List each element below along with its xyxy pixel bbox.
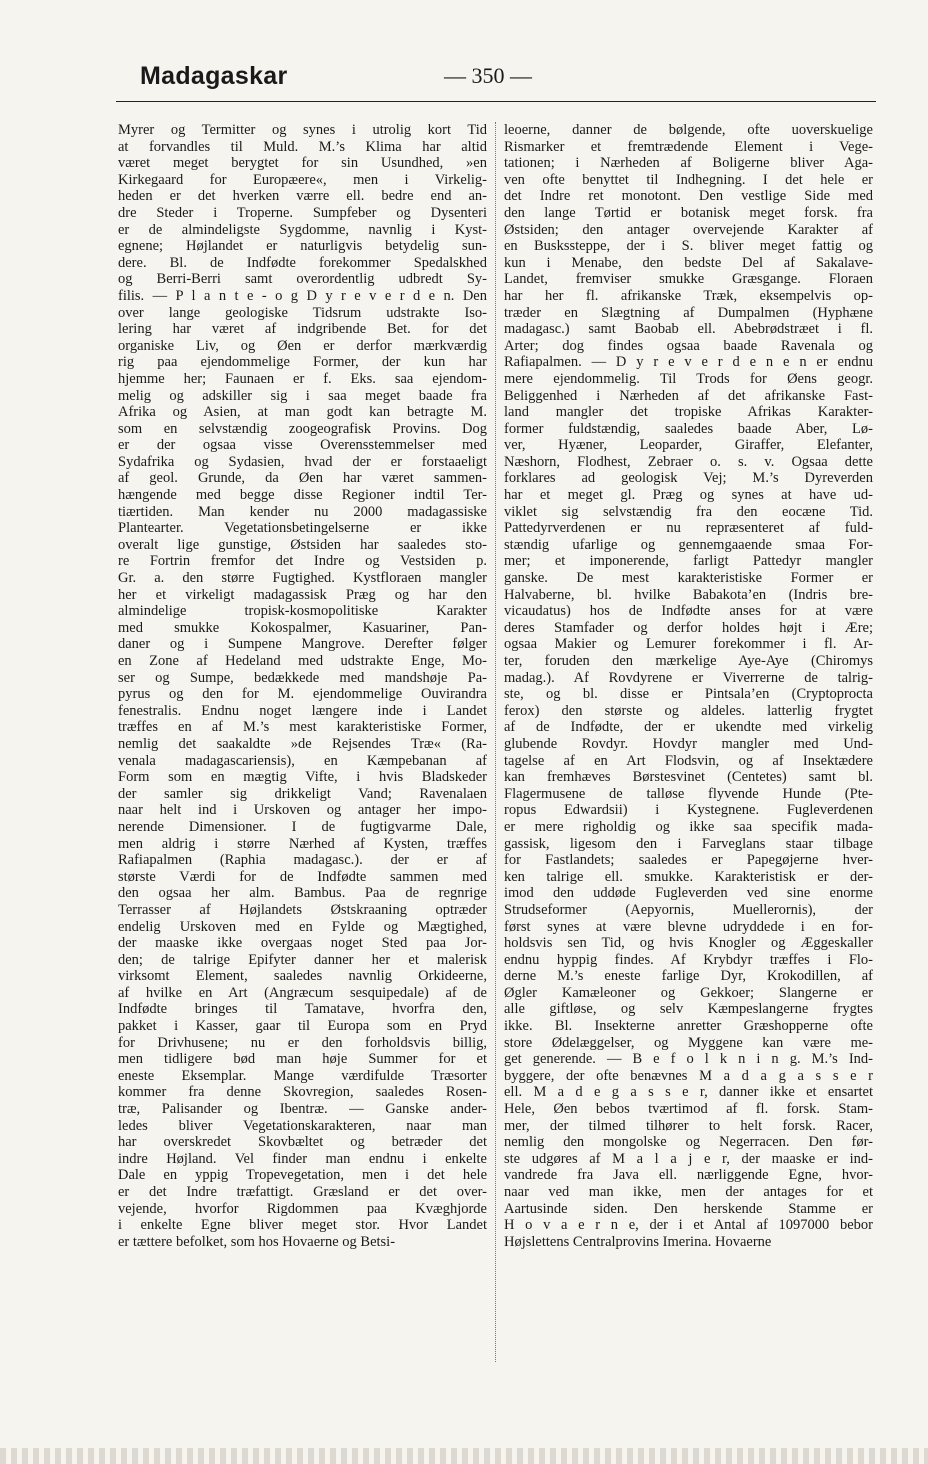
text-line: af de Indfødte, der er ukendte med virkelig bbox=[504, 719, 873, 736]
running-headword: Madagaskar bbox=[140, 62, 288, 90]
text-line: Halvaberne, bl. hvilke Babakota’en (Indris bre- bbox=[504, 586, 873, 603]
text-line: re Fortrin fremfor det Indre og Vestsiden p. bbox=[118, 553, 487, 570]
text-line: er tættere befolket, som hos Hovaerne og Betsi- bbox=[118, 1233, 396, 1250]
text-line: eneste Eksemplar. Mange værdifulde Træsorter bbox=[118, 1067, 487, 1084]
text-line: ven ofte benyttet til Indhegning. I det hele er bbox=[504, 171, 873, 188]
text-line: over lange geologiske Tidsrum udstrakte Iso- bbox=[118, 304, 487, 321]
text-line: ledes bliver Vegetationskarakteren, naar man bbox=[118, 1117, 487, 1134]
text-line: her et virkeligt madagassisk Præg og har den bbox=[118, 586, 487, 603]
text-line: melig og adskiller sig i saa meget baade fra bbox=[118, 387, 487, 404]
text-line: Indfødte bringes til Tamatave, hvorfra den, bbox=[118, 1001, 487, 1018]
text-line: Gr. a. den større Fugtighed. Kystfloraen mangler bbox=[118, 570, 487, 587]
text-line: egnene; Højlandet er naturligvis betydelig sun- bbox=[118, 238, 487, 255]
text-line: gassisk, ligesom den i Farveglans staar tilbage bbox=[504, 835, 873, 852]
text-line: nemlig den mongolske og Negerracen. Den før- bbox=[504, 1134, 873, 1151]
text-line: dre Steder i Troperne. Sumpfeber og Dysenteri bbox=[118, 204, 487, 221]
text-line: H o v a e r n e, der i et Antal af 1097000 bebor bbox=[504, 1217, 873, 1234]
text-line: er det Indre træfattigt. Græsland er det over- bbox=[118, 1184, 487, 1200]
text-line: vejende, hvorfor Rigdommen paa Kvæghjorde bbox=[118, 1200, 487, 1217]
text-line: Arter; dog findes ogsaa baade Ravenala og bbox=[504, 337, 873, 354]
text-line: Form som en mægtig Vifte, i hvis Bladskeder bbox=[118, 769, 487, 786]
text-line: byggere, der ofte benævnes M a d a g a s s e r bbox=[504, 1067, 873, 1084]
text-line: først synes at være blevne udryddede i en for- bbox=[504, 918, 873, 935]
text-line: vicaudatus) hos de Indfødte anses for at være bbox=[504, 603, 873, 620]
text-line: naar helt ind i Urskoven og antager her impo- bbox=[118, 802, 487, 819]
text-line: men tidligere bød man høje Summer for et bbox=[118, 1051, 487, 1068]
right-column bbox=[504, 122, 873, 1372]
text-line: Pattedyrverdenen er nu repræsenteret af fuld- bbox=[504, 520, 873, 537]
text-line: ferox) den største og aldeles. latterlig frygtet bbox=[504, 702, 873, 719]
text-line: leoerne, danner de bølgende, ofte uoverskuelige bbox=[504, 122, 873, 138]
text-line: har et meget gl. Præg og synes at have ud- bbox=[504, 487, 873, 504]
text-line: lering har været af indgribende Bet. for det bbox=[118, 321, 487, 338]
text-line: har her fl. afrikanske Træk, eksempelvis op- bbox=[504, 287, 873, 304]
text-line: hængende med begge disse Regioner indtil Ter- bbox=[118, 487, 487, 504]
text-line: en Zone af Hedeland med udstrakte Enge, Mo- bbox=[118, 653, 487, 669]
text-line: er de almindeligste Sygdomme, navnlig i Kyst- bbox=[118, 221, 487, 238]
text-line: i enkelte Egne bliver meget stor. Hvor Landet bbox=[118, 1217, 487, 1234]
text-line: Aartusinde siden. Den herskende Stamme er bbox=[504, 1200, 873, 1217]
text-line: en Buskssteppe, der i S. bliver meget fattig og bbox=[504, 238, 873, 255]
text-line: Myrer og Termitter og synes i utrolig kort Tid bbox=[118, 122, 487, 138]
text-line: ken talrige ell. smukke. Karakteristisk er der- bbox=[504, 868, 873, 885]
text-line: den ogsaa her alm. Bambus. Paa de regnrige bbox=[118, 885, 487, 902]
text-line: træder en Slægtning af Dumpalmen (Hyphæne bbox=[504, 304, 873, 321]
text-line: naar ved man ikke, men der antages for et bbox=[504, 1184, 873, 1200]
text-line: former fuldstændig, saaledes baade Aber, Lø- bbox=[504, 420, 873, 437]
text-line: pakket i Kasser, gaar til Europa som en Pryd bbox=[118, 1018, 487, 1035]
text-line: Flagermusene de talløse flyvende Hunde (Pte- bbox=[504, 785, 873, 802]
text-line: mer; et imponerende, farligt Pattedyr mangler bbox=[504, 553, 873, 570]
text-line: madag.). Af Rovdyrene er Viverrerne de talrig- bbox=[504, 669, 873, 686]
text-line: største Værdi for de Indfødte sammen med bbox=[118, 868, 487, 885]
text-line: Sydafrika og Sydasien, hvad der er forstaaeligt bbox=[118, 453, 487, 470]
text-line: organiske Liv, og Øen er derfor mærkværdig bbox=[118, 337, 487, 354]
left-column bbox=[118, 122, 487, 1372]
text-line: tiærtiden. Man kender nu 2000 madagassiske bbox=[118, 503, 487, 520]
text-line: Afrika og Asien, at man godt kan betragte M. bbox=[118, 404, 487, 421]
text-line: Rafiapalmen (Raphia madagasc.). der er af bbox=[118, 852, 487, 869]
text-line: derne M.’s eneste farlige Dyr, Krokodillen, af bbox=[504, 968, 873, 985]
text-line: forklares ad geologisk Vej; M.’s Dyreverden bbox=[504, 470, 873, 487]
text-line: indre Højland. Vel finder man endnu i enkelte bbox=[118, 1150, 487, 1167]
text-line: Plantearter. Vegetationsbetingelserne er ikke bbox=[118, 520, 487, 537]
text-line: overalt lige gunstige, Østsiden har saaledes sto- bbox=[118, 536, 487, 553]
text-line: dere. Bl. de Indfødte forekommer Spedalskhed bbox=[118, 254, 487, 271]
text-line: viklet sig selvstændig fra den eocæne Tid. bbox=[504, 503, 873, 520]
text-line: store Ødelæggelser, og Myggene kan være me- bbox=[504, 1034, 873, 1051]
text-line: Terrasser af Højlandets Østskraaning optræder bbox=[118, 901, 487, 918]
text-line: almindelige tropisk-kosmopolitiske Karakter bbox=[118, 603, 487, 620]
text-line: kun i Menabe, den bedste Del af Sakalave- bbox=[504, 254, 873, 271]
text-line: for Drivhusene; nu er den forholdsvis billig, bbox=[118, 1034, 487, 1051]
text-line: som en selvstændig zoogeografisk Provins. Dog bbox=[118, 420, 487, 437]
text-line: er der ogsaa visse Overensstemmelser med bbox=[118, 437, 487, 454]
text-line: Beliggenhed i Nærheden af det afrikanske Fast- bbox=[504, 387, 873, 404]
page-header bbox=[116, 60, 876, 100]
text-line: Landet, fremviser smukke Græsgange. Floraen bbox=[504, 271, 873, 288]
text-line: alle giftløse, og selv Kæmpeslangerne frygtes bbox=[504, 1001, 873, 1018]
text-line: ste udgøres af M a l a j e r, der maaske er ind- bbox=[504, 1150, 873, 1167]
text-line: nerende Dimensioner. I de fugtigvarme Dale, bbox=[118, 818, 487, 835]
text-line: mere ejendommelig. Til Trods for Øens geogr. bbox=[504, 370, 873, 387]
text-line: ell. M a d e g a s s e r, danner ikke et ensartet bbox=[504, 1084, 873, 1101]
text-line: været meget berygtet for sin Usundhed, »en bbox=[118, 155, 487, 172]
text-line: Næshorn, Flodhest, Zebraer o. s. v. Ogsaa dette bbox=[504, 453, 873, 470]
header-rule bbox=[116, 101, 876, 102]
text-line: kan fremhæves Børstesvinet (Centetes) samt bl. bbox=[504, 769, 873, 786]
text-line: der samler sig drikkeligt Vand; Ravenalaen bbox=[118, 785, 487, 802]
text-line: Hele, Øen bebos tværtimod af fl. forsk. Stam- bbox=[504, 1101, 873, 1118]
text-line: fenestralis. Endnu noget længere inde i Landet bbox=[118, 702, 487, 719]
text-line: Dale en yppig Tropevegetation, men i det hele bbox=[118, 1167, 487, 1184]
text-line: stændig ufarlige og gennemgaaende smaa For- bbox=[504, 536, 873, 553]
text-line: holdsvis sen Tid, og hvis Knogler og Æggeskaller bbox=[504, 935, 873, 952]
text-line: af geol. Grunde, da Øen har været sammen- bbox=[118, 470, 487, 487]
text-line: er mere righoldig og ikke saa specifik mada- bbox=[504, 818, 873, 835]
text-line: venala madagascariensis), en Kæmpebanan af bbox=[118, 752, 487, 769]
text-line: Strudseformer (Aepyornis, Muellerornis), der bbox=[504, 901, 873, 918]
text-line: Øgler Kamæleoner og Gekkoer; Slangerne er bbox=[504, 984, 873, 1001]
text-line: for Fastlandets; saaledes er Papegøjerne hver- bbox=[504, 852, 873, 869]
text-line: ver, Hyæner, Leoparder, Giraffer, Elefanter, bbox=[504, 437, 873, 454]
text-line: Rismarker et fremtrædende Element i Vege- bbox=[504, 138, 873, 155]
text-line: imod den uddøde Fugleverden ved sine enorme bbox=[504, 885, 873, 902]
column-divider bbox=[495, 122, 496, 1362]
text-line: ogsaa Makier og Lemurer forekommer i fl. Ar- bbox=[504, 636, 873, 653]
text-line: Kirkegaard for Europæere«, men i Virkelig- bbox=[118, 171, 487, 188]
text-line: filis. — P l a n t e - o g D y r e v e r d e n. Den bbox=[118, 287, 487, 304]
text-line: tationen; i Nærheden af Boligerne bliver Aga- bbox=[504, 155, 873, 172]
text-line: Rafiapalmen. — D y r e v e r d e n e n er endnu bbox=[504, 354, 873, 371]
text-line: Østsiden; den antager overvejende Karakter af bbox=[504, 221, 873, 238]
page-number: — 350 — bbox=[444, 63, 532, 88]
text-line: af hvilke en Art (Angræcum sesquipedale) af de bbox=[118, 984, 487, 1001]
text-line: endnu hyppig findes. Af Krybdyr træffes i Flo- bbox=[504, 951, 873, 968]
text-line: daner og i Sumpene Mangrove. Derefter følger bbox=[118, 636, 487, 653]
text-line: træ, Palisander og Ibentræ. — Ganske ander- bbox=[118, 1101, 487, 1118]
text-line: ser og Sumpe, bedækkede med mandshøje Pa- bbox=[118, 669, 487, 686]
text-line: med smukke Kokospalmer, Kasuariner, Pan- bbox=[118, 619, 487, 636]
text-line: glubende Rovdyr. Hovdyr mangler med Und- bbox=[504, 735, 873, 752]
text-line: og Berri-Berri samt overordentlig udbredt Sy- bbox=[118, 271, 487, 288]
text-line: det Indre ret monotont. Den vestlige Side med bbox=[504, 188, 873, 205]
text-line: tagelse af en Art Flodsvin, og af Insektædere bbox=[504, 752, 873, 769]
text-line: ste, og bl. disse er Pintsala’en (Cryptoprocta bbox=[504, 686, 873, 703]
text-line: Højslettens Centralprovins Imerina. Hovaerne bbox=[504, 1233, 772, 1250]
text-line: men aldrig i større Nærhed af Kysten, træffes bbox=[118, 835, 487, 852]
text-line: nemlig det saakaldte »de Rejsendes Træ« (Ra- bbox=[118, 735, 487, 752]
text-line: virksomt Element, saaledes navnlig Orkideerne, bbox=[118, 968, 487, 985]
scan-edge bbox=[0, 1448, 928, 1464]
text-line: at forvandles til Muld. M.’s Klima har altid bbox=[118, 138, 487, 155]
text-line: heden er det hverken værre ell. bedre end an- bbox=[118, 188, 487, 205]
text-line: har overskredet Skovbæltet og betræder det bbox=[118, 1134, 487, 1151]
text-line: ropus Edwardsii) i Kystegnene. Fugleverdenen bbox=[504, 802, 873, 819]
text-line: rig paa ejendommelige Former, der kun har bbox=[118, 354, 487, 371]
text-line: kommer fra denne Skovregion, saaledes Rosen- bbox=[118, 1084, 487, 1101]
text-line: træffes en af M.’s mest karakteristiske Former, bbox=[118, 719, 487, 736]
text-line: ikke. Bl. Insekterne anretter Græshopperne ofte bbox=[504, 1018, 873, 1035]
text-line: der maaske ikke overgaas noget Sted paa Jor- bbox=[118, 935, 487, 952]
text-line: land mangler det tropiske Afrikas Karakter- bbox=[504, 404, 873, 421]
text-line: hjemme her; Faunaen er f. Eks. saa ejendom- bbox=[118, 370, 487, 387]
text-line: den lange Tørtid er botanisk meget forsk. fra bbox=[504, 204, 873, 221]
text-line: deres Stamfader og derfor holdes højt i Ære; bbox=[504, 619, 873, 636]
text-line: madagasc.) samt Baobab ell. Abebrødstræet i fl. bbox=[504, 321, 873, 338]
text-line: mer, der tilmed tilhører to helt forsk. Racer, bbox=[504, 1117, 873, 1134]
text-line: den; de talrige Epifyter danner her et malerisk bbox=[118, 951, 487, 968]
text-line: endelig Urskoven med en Fylde og Mægtighed, bbox=[118, 918, 487, 935]
text-line: vandrede fra Java ell. nærliggende Egne, hvor- bbox=[504, 1167, 873, 1184]
text-line: get generende. — B e f o l k n i n g. M.’s Ind- bbox=[504, 1051, 873, 1068]
text-line: ganske. De mest karakteristiske Former er bbox=[504, 570, 873, 587]
text-line: ter, foruden den mærkelige Aye-Aye (Chiromys bbox=[504, 653, 873, 669]
text-line: pyrus og den for M. ejendommelige Ouvirandra bbox=[118, 686, 487, 703]
